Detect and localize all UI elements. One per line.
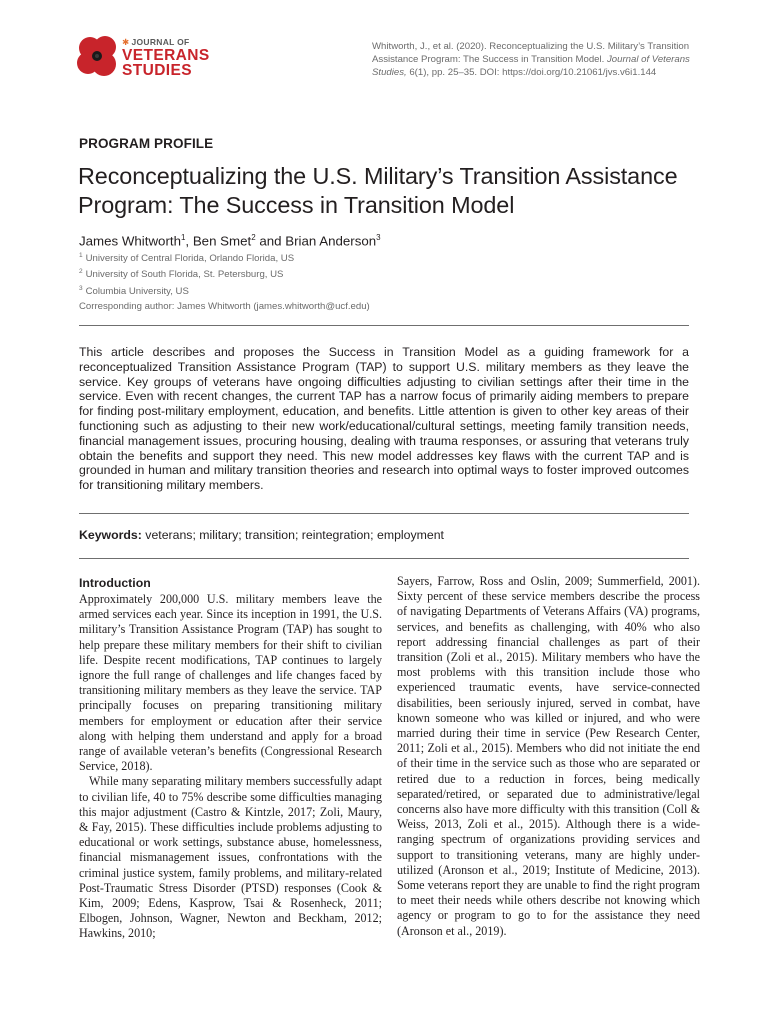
affiliation bbox=[79, 252, 294, 264]
star-icon: ✱ bbox=[122, 37, 130, 47]
affiliation bbox=[79, 268, 283, 280]
logo-studies: STUDIES bbox=[122, 62, 192, 79]
body-paragraph: Sayers, Farrow, Ross and Oslin, 2009; Summerfield, 2001). Sixty percent of these service members describe the process of navigating Departments of Veterans Affairs (VA) programs, services, and benefits as challenging, with 40% who also report addressing financial challenges as part of their transition (Zoli et al., 2015). Military members who have the most problems with this transition include those who experienced traumatic events, have service-connected disabilities, been seriously injured, served in combat, have known someone who was killed or injured, and who were married during their time in service (Pew Research Center, 2011; Zoli et al., 2015). Members who did not initiate the end of their time in the service such as those who are separated or retired due to a reduction in forces, being medically separated/retired, or separated due to administrative/legal concerns also have more difficulty with this transition (Coll & Weiss, 2013, Zoli et al., 2015). Although there is a wide-ranging spectrum of organizations providing services and support to transitioning veterans, many are highly under-utilized (Aronson et al., 2019; Institute of Medicine, 2013). Some veterans report they are unable to find the right program to meet their needs while others describe not knowing which agency or program to go to for the assistance they need (Aronson et al., 2019). bbox=[397, 574, 700, 938]
author-separator: and bbox=[255, 233, 286, 249]
affiliation-sup: 1 bbox=[79, 252, 83, 259]
affiliation-sup: 2 bbox=[79, 268, 83, 275]
author-sup: 2 bbox=[251, 233, 256, 242]
authors bbox=[79, 233, 381, 248]
intro-heading: Introduction bbox=[79, 576, 151, 590]
logo-top-text: JOURNAL OF bbox=[131, 37, 190, 47]
body-left-column bbox=[79, 576, 382, 942]
divider bbox=[79, 558, 689, 559]
affiliation-text: University of Central Florida, Orlando Florida, US bbox=[85, 253, 295, 265]
divider bbox=[79, 325, 689, 326]
logo-veterans: VETERANS bbox=[122, 47, 210, 64]
poppy-icon bbox=[76, 34, 120, 80]
affiliation-sup: 3 bbox=[79, 285, 83, 292]
affiliation bbox=[79, 285, 189, 297]
divider bbox=[79, 513, 689, 514]
citation bbox=[372, 40, 712, 79]
author-sup: 1 bbox=[180, 233, 186, 242]
keywords-label: Keywords: bbox=[79, 528, 142, 542]
author-separator: , bbox=[185, 233, 193, 249]
author-name: Ben Smet bbox=[192, 233, 252, 249]
citation-journal: Journal of Veterans Studies, bbox=[372, 54, 690, 78]
citation-part1: Whitworth, J., et al. (2020). Reconceptualizing the U.S. Military’s Transition Assistance Program: The Success in Transition Model. bbox=[372, 41, 690, 65]
author-name: Brian Anderson bbox=[285, 233, 377, 249]
affiliation-text: University of South Florida, St. Petersburg, US bbox=[85, 269, 284, 281]
author-name: James Whitworth bbox=[79, 233, 181, 249]
corresponding-author: Corresponding author: James Whitworth (james.whitworth@ucf.edu) bbox=[79, 301, 370, 312]
author-sup: 3 bbox=[376, 233, 381, 242]
article-title: Reconceptualizing the U.S. Military’s Transition Assistance Program: The Success in Transition Model bbox=[78, 163, 678, 218]
body-paragraph: While many separating military members successfully adapt to civilian life, 40 to 75% describe some difficulties managing this major adjustment (Castro & Kintzle, 2017; Zoli, Maury, & Fay, 2015). These difficulties include problems adjusting to educational or work settings, substance abuse, homelessness, financial mismanagement issues, confrontations with the criminal justice system, family problems, and military-related Post-Traumatic Stress Disorder (PTSD) responses (Cook & Kim, 2009; Edens, Kasprow, Tsai & Rosenheck, 2011; Elbogen, Johnson, Wagner, Newton and Beckham, 2012; Hawkins, 2010; bbox=[79, 774, 382, 941]
body-paragraph: Approximately 200,000 U.S. military members leave the armed services each year. Since its inception in 1991, the U.S. military’s Transition Assistance Program (TAP) has sought to help prepare these military members for their shift to civilian life. Despite recent modifications, TAP continues to largely ignore the full range of challenges and life changes faced by transitioning military members as they leave the service. TAP principally focuses on preparing transitioning military members for employment or education after their service along with helping them understand and apply for a broad range of available veteran’s benefits (Congressional Research Service, 2018). bbox=[79, 592, 382, 774]
journal-logo bbox=[76, 34, 236, 82]
citation-part2: 6(1), pp. 25–35. DOI: https://doi.org/10.21061/jvs.v6i1.144 bbox=[406, 67, 657, 78]
section-label: PROGRAM PROFILE bbox=[79, 136, 214, 151]
affiliation-text: Columbia University, US bbox=[85, 286, 189, 298]
keywords-text: veterans; military; transition; reintegration; employment bbox=[141, 528, 444, 542]
body-right-column bbox=[397, 574, 700, 939]
abstract: This article describes and proposes the Success in Transition Model as a guiding framework for a reconceptualized Transition Assistance Program (TAP) to support U.S. military members as they leave the service. Key groups of veterans have ongoing difficulties adjusting to civilian settings after their time in the service. Even with recent changes, the current TAP has a narrow focus of primarily aiding members to prepare for finding post-military employment, education, and benefits. Little attention is given to other key areas of their functioning such as adjusting to their new work/educational/cultural settings, meeting family transition needs, financial management issues, procuring housing, dealing with trauma responses, or assuring that veterans truly obtain the benefits and support they need. This new model addresses key flaws with the current TAP and is grounded in human and military transition theories and research into optimal ways to foster improved outcomes for transitioning military members. bbox=[79, 345, 689, 493]
keywords bbox=[79, 528, 444, 542]
